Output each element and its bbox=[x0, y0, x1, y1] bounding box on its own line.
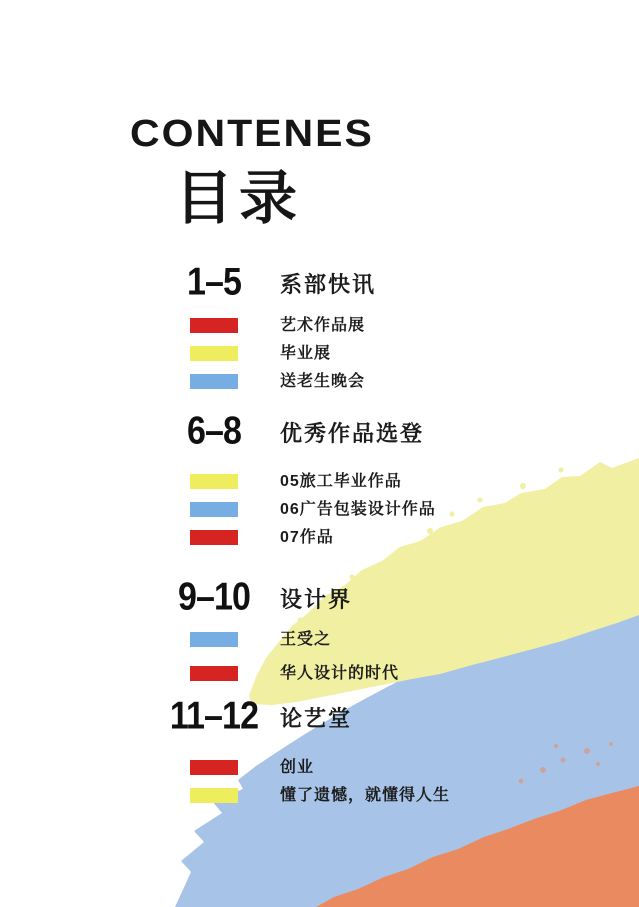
section-title: 论艺堂 bbox=[280, 706, 353, 731]
item-label: 05旅工毕业作品 bbox=[280, 473, 402, 490]
item-color-bar bbox=[190, 374, 238, 389]
section-title: 系部快讯 bbox=[280, 272, 377, 297]
item-color-bar bbox=[190, 760, 238, 775]
section-pages: 6–8 bbox=[186, 408, 242, 452]
item-label: 毕业展 bbox=[280, 345, 332, 362]
toc-item-row bbox=[0, 472, 639, 500]
item-color-bar bbox=[190, 666, 238, 681]
toc-item-row bbox=[0, 372, 639, 400]
toc-item-row bbox=[0, 528, 639, 556]
item-color-bar bbox=[190, 474, 238, 489]
item-color-bar bbox=[190, 346, 238, 361]
item-label: 华人设计的时代 bbox=[280, 665, 400, 682]
contents-title-en: CONTENES bbox=[130, 112, 374, 155]
item-label: 07作品 bbox=[280, 529, 334, 546]
item-label: 王受之 bbox=[280, 631, 332, 648]
item-color-bar bbox=[190, 788, 238, 803]
section-items bbox=[0, 472, 639, 556]
section-items bbox=[0, 758, 639, 814]
section-pages: 1–5 bbox=[186, 259, 242, 303]
item-color-bar bbox=[190, 318, 238, 333]
item-label: 送老生晚会 bbox=[280, 373, 366, 390]
toc-item-row bbox=[0, 664, 639, 698]
section-pages: 9–10 bbox=[177, 574, 251, 618]
section-pages: 11–12 bbox=[169, 693, 259, 737]
toc-item-row bbox=[0, 316, 639, 344]
toc-item-row bbox=[0, 786, 639, 814]
section-title: 设计界 bbox=[280, 587, 353, 612]
section-items bbox=[0, 316, 639, 400]
item-label: 懂了遗憾，就懂得人生 bbox=[280, 787, 451, 804]
contents-title-zh: 目录 bbox=[175, 166, 304, 231]
item-label: 艺术作品展 bbox=[280, 317, 366, 334]
item-color-bar bbox=[190, 502, 238, 517]
item-color-bar bbox=[190, 632, 238, 647]
section-title: 优秀作品选登 bbox=[280, 421, 425, 446]
item-color-bar bbox=[190, 530, 238, 545]
toc-item-row bbox=[0, 500, 639, 528]
toc-item-row bbox=[0, 630, 639, 664]
toc-item-row bbox=[0, 344, 639, 372]
item-label: 创业 bbox=[280, 759, 315, 776]
section-items bbox=[0, 630, 639, 698]
item-label: 06广告包装设计作品 bbox=[280, 501, 436, 518]
toc-item-row bbox=[0, 758, 639, 786]
